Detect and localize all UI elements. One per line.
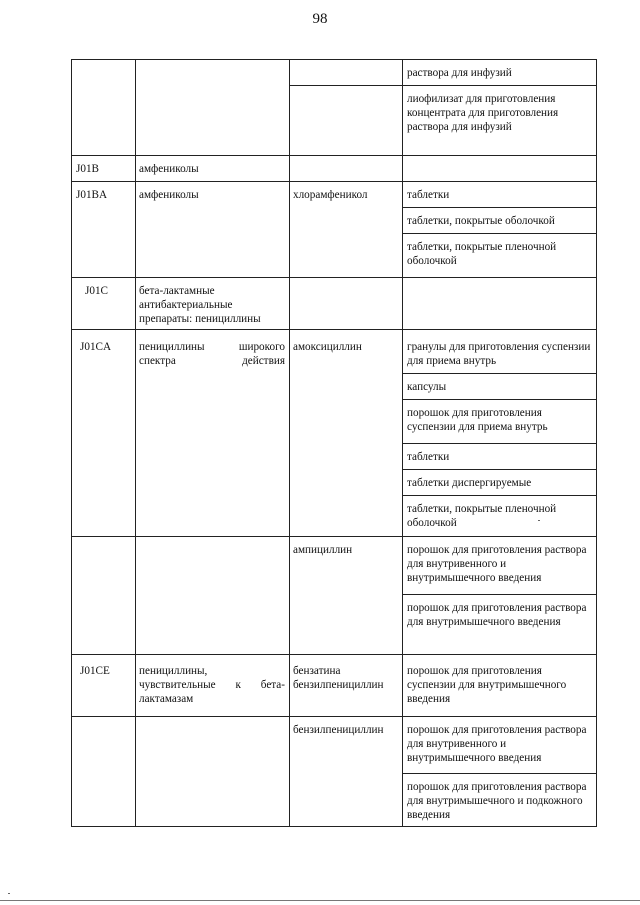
substance-name: бензилпенициллин xyxy=(293,724,384,736)
table-rule xyxy=(71,59,72,827)
substance-name: хлорамфеникол xyxy=(293,189,368,201)
table-rule xyxy=(71,329,596,330)
scan-speck xyxy=(8,893,10,894)
atc-code: J01CA xyxy=(80,341,112,353)
substance-name: амоксициллин xyxy=(293,341,362,353)
table-rule xyxy=(402,233,596,234)
table-rule xyxy=(135,59,136,827)
table-rule xyxy=(402,59,403,827)
dosage-form: лиофилизат для приготовления концентрата для приготовления раствора для инфузий xyxy=(407,93,559,133)
dosage-form: порошок для приготовления суспензии для приема внутрь xyxy=(407,407,548,433)
table-rule xyxy=(402,469,596,470)
dosage-form: порошок для приготовления раствора для внутримышечного введения xyxy=(407,602,587,628)
substance-name: бензатина бензилпенициллин xyxy=(293,665,384,691)
table-rule xyxy=(289,85,596,86)
scan-speck xyxy=(538,520,540,521)
table-rule xyxy=(71,536,596,537)
table-rule xyxy=(402,399,596,400)
group-name: амфениколы xyxy=(139,189,199,201)
table-rule xyxy=(596,59,597,827)
substance-name: ампициллин xyxy=(293,544,353,556)
dosage-form: раствора для инфузий xyxy=(407,67,512,79)
group-name: пенициллины, чувствительные к бета-лактамазам xyxy=(139,665,285,705)
table-rule xyxy=(402,773,596,774)
dosage-form: таблетки диспергируемые xyxy=(407,477,532,489)
dosage-form: порошок для приготовления раствора для внутривенного и внутримышечного введения xyxy=(407,544,587,584)
table-rule xyxy=(71,181,596,182)
group-name: пенициллины широкого спектра действия xyxy=(139,341,285,367)
scan-edge-line xyxy=(0,900,640,901)
page-number: 98 xyxy=(312,11,328,27)
dosage-form: таблетки, покрытые пленочной оболочкой xyxy=(407,503,557,529)
table-rule xyxy=(402,207,596,208)
atc-code: J01C xyxy=(85,285,109,297)
table-rule xyxy=(402,495,596,496)
dosage-form: таблетки xyxy=(407,451,450,463)
table-rule xyxy=(71,59,596,60)
group-name: бета-лактамные антибактериальные препараты: пенициллины xyxy=(139,285,261,325)
dosage-form: порошок для приготовления суспензии для внутримышечного введения xyxy=(407,665,567,705)
dosage-form: порошок для приготовления раствора для внутримышечного и подкожного введения xyxy=(407,781,587,821)
group-name: амфениколы xyxy=(139,163,199,175)
atc-code: J01BA xyxy=(76,189,108,201)
table-rule xyxy=(71,654,596,655)
table-rule xyxy=(402,443,596,444)
atc-code: J01CE xyxy=(80,665,110,677)
atc-code: J01B xyxy=(76,163,100,175)
dosage-form: капсулы xyxy=(407,381,447,393)
table-rule xyxy=(71,826,596,827)
table-rule xyxy=(289,59,290,827)
dosage-form: таблетки, покрытые пленочной оболочкой xyxy=(407,241,557,267)
table-rule xyxy=(71,155,596,156)
dosage-form: таблетки, покрытые оболочкой xyxy=(407,215,555,227)
dosage-form: гранулы для приготовления суспензии для приема внутрь xyxy=(407,341,591,367)
dosage-form: порошок для приготовления раствора для внутривенного и внутримышечного введения xyxy=(407,724,587,764)
dosage-form: таблетки xyxy=(407,189,450,201)
table-rule xyxy=(71,277,596,278)
table-rule xyxy=(402,373,596,374)
table-rule xyxy=(402,594,596,595)
table-rule xyxy=(71,716,596,717)
